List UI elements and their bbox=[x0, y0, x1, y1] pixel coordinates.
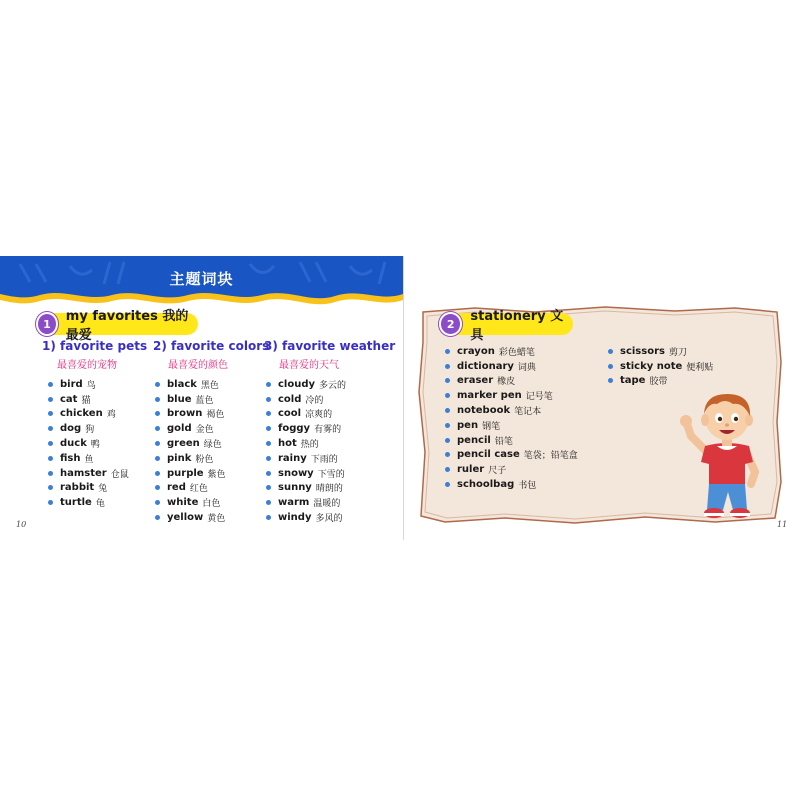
bullet-icon bbox=[445, 364, 450, 369]
bullet-icon bbox=[266, 500, 271, 505]
section-1-number-badge: 1 bbox=[36, 312, 58, 336]
bullet-icon bbox=[48, 500, 53, 505]
weather-heading: 3) favorite weather bbox=[264, 339, 396, 353]
bullet-icon bbox=[155, 426, 160, 431]
bullet-icon bbox=[155, 515, 160, 520]
bullet-icon bbox=[266, 441, 271, 446]
bullet-icon bbox=[266, 485, 271, 490]
bullet-icon bbox=[445, 467, 450, 472]
weather-list bbox=[266, 377, 395, 525]
bullet-icon bbox=[445, 393, 450, 398]
bullet-icon bbox=[445, 378, 450, 383]
pets-list bbox=[48, 377, 147, 510]
bullet-icon bbox=[608, 364, 613, 369]
bullet-icon bbox=[445, 408, 450, 413]
list-item: scissors 剪刀 bbox=[608, 344, 713, 359]
list-item: brown 褐色 bbox=[155, 407, 269, 422]
list-item: rainy 下雨的 bbox=[266, 451, 395, 466]
section-1-title: my favorites 我的最爱 bbox=[65, 309, 189, 343]
colors-list bbox=[155, 377, 269, 525]
list-item: dog 狗 bbox=[48, 421, 147, 436]
section-2-title: stationery 文具 bbox=[470, 309, 564, 343]
bullet-icon bbox=[266, 411, 271, 416]
bullet-icon bbox=[155, 471, 160, 476]
page-number-right: 11 bbox=[777, 520, 788, 529]
bullet-icon bbox=[266, 397, 271, 402]
list-item: foggy 有雾的 bbox=[266, 421, 395, 436]
list-item: dictionary 词典 bbox=[445, 359, 578, 374]
list-item: windy 多风的 bbox=[266, 510, 395, 525]
bullet-icon bbox=[48, 485, 53, 490]
bullet-icon bbox=[445, 452, 450, 457]
list-item: cat 猫 bbox=[48, 392, 147, 407]
cartoon-boy-illustration bbox=[677, 388, 777, 522]
bullet-icon bbox=[266, 382, 271, 387]
bullet-icon bbox=[155, 397, 160, 402]
colors-subheading: 最喜爱的颜色 bbox=[168, 360, 228, 371]
page-number-left: 10 bbox=[16, 520, 27, 529]
list-item: pencil 铅笔 bbox=[445, 433, 578, 448]
bullet-icon bbox=[266, 456, 271, 461]
bullet-icon bbox=[266, 515, 271, 520]
list-item: gold 金色 bbox=[155, 421, 269, 436]
list-item: sunny 晴朗的 bbox=[266, 481, 395, 496]
list-item: pen 钢笔 bbox=[445, 418, 578, 433]
bullet-icon bbox=[155, 411, 160, 416]
list-item: pencil case 笔袋；铅笔盒 bbox=[445, 448, 578, 463]
title-band bbox=[0, 256, 403, 318]
section-1-banner bbox=[40, 309, 198, 343]
list-item: ruler 尺子 bbox=[445, 462, 578, 477]
list-item: turtle 龟 bbox=[48, 495, 147, 510]
list-item: cool 凉爽的 bbox=[266, 407, 395, 422]
list-item: fish 鱼 bbox=[48, 451, 147, 466]
list-item: marker pen 记号笔 bbox=[445, 388, 578, 403]
bullet-icon bbox=[48, 441, 53, 446]
list-item: bird 鸟 bbox=[48, 377, 147, 392]
right-page bbox=[405, 256, 800, 540]
stationery-list-2 bbox=[608, 344, 713, 388]
bullet-icon bbox=[48, 456, 53, 461]
section-2-banner bbox=[443, 309, 573, 343]
stationery-list-1 bbox=[445, 344, 578, 492]
bullet-icon bbox=[155, 500, 160, 505]
bullet-icon bbox=[445, 423, 450, 428]
list-item: snowy 下雪的 bbox=[266, 466, 395, 481]
list-item: pink 粉色 bbox=[155, 451, 269, 466]
list-item: white 白色 bbox=[155, 495, 269, 510]
bullet-icon bbox=[155, 456, 160, 461]
pets-subheading: 最喜爱的宠物 bbox=[57, 360, 117, 371]
bullet-icon bbox=[608, 349, 613, 354]
list-item: crayon 彩色蜡笔 bbox=[445, 344, 578, 359]
pets-heading: 1) favorite pets bbox=[42, 339, 148, 353]
bullet-icon bbox=[155, 382, 160, 387]
bullet-icon bbox=[155, 441, 160, 446]
bullet-icon bbox=[48, 397, 53, 402]
list-item: schoolbag 书包 bbox=[445, 477, 578, 492]
list-item: duck 鸭 bbox=[48, 436, 147, 451]
list-item: warm 温暖的 bbox=[266, 495, 395, 510]
bullet-icon bbox=[48, 382, 53, 387]
bullet-icon bbox=[266, 471, 271, 476]
colors-column bbox=[153, 339, 269, 525]
list-item: tape 胶带 bbox=[608, 374, 713, 389]
list-item: rabbit 兔 bbox=[48, 481, 147, 496]
list-item: red 红色 bbox=[155, 481, 269, 496]
weather-column bbox=[264, 339, 395, 525]
book-spread bbox=[0, 256, 800, 540]
list-item: yellow 黄色 bbox=[155, 510, 269, 525]
list-item: chicken 鸡 bbox=[48, 407, 147, 422]
band-title: 主题词块 bbox=[169, 270, 234, 288]
bullet-icon bbox=[445, 438, 450, 443]
bullet-icon bbox=[48, 471, 53, 476]
bullet-icon bbox=[48, 411, 53, 416]
bullet-icon bbox=[608, 378, 613, 383]
list-item: cold 冷的 bbox=[266, 392, 395, 407]
bullet-icon bbox=[48, 426, 53, 431]
left-page bbox=[0, 256, 404, 540]
list-item: sticky note 便利贴 bbox=[608, 359, 713, 374]
list-item: eraser 橡皮 bbox=[445, 374, 578, 389]
list-item: notebook 笔记本 bbox=[445, 403, 578, 418]
bullet-icon bbox=[155, 485, 160, 490]
list-item: purple 紫色 bbox=[155, 466, 269, 481]
list-item: cloudy 多云的 bbox=[266, 377, 395, 392]
list-item: hot 热的 bbox=[266, 436, 395, 451]
colors-heading: 2) favorite colors bbox=[153, 339, 270, 353]
section-2-number-badge: 2 bbox=[439, 312, 462, 336]
list-item: hamster 仓鼠 bbox=[48, 466, 147, 481]
bullet-icon bbox=[445, 482, 450, 487]
list-item: blue 蓝色 bbox=[155, 392, 269, 407]
pets-column bbox=[42, 339, 147, 510]
weather-subheading: 最喜爱的天气 bbox=[279, 360, 339, 371]
bullet-icon bbox=[266, 426, 271, 431]
bullet-icon bbox=[445, 349, 450, 354]
list-item: black 黑色 bbox=[155, 377, 269, 392]
list-item: green 绿色 bbox=[155, 436, 269, 451]
